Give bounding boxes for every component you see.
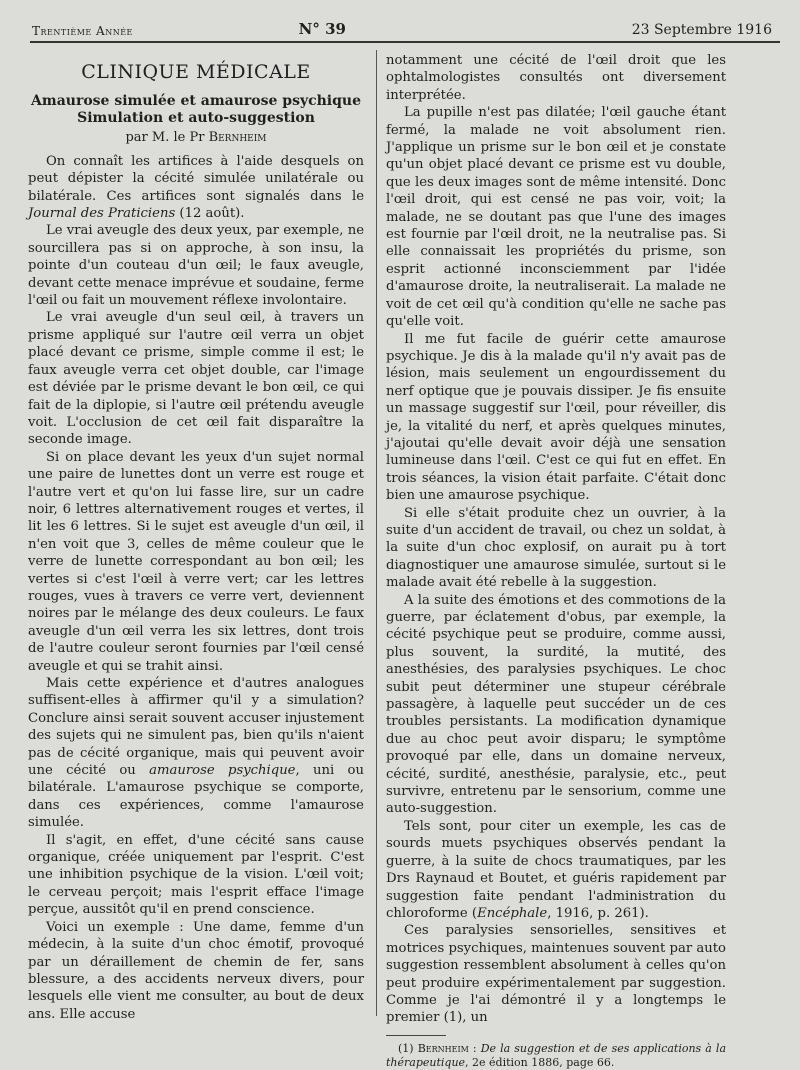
- running-header: [32, 12, 772, 38]
- right-column: [386, 52, 726, 1070]
- article-title: [28, 93, 364, 127]
- footnote: (1) Bernheim : De la suggestion et de ses applications à la thérapeutique, 2e édition 1886, page 66.: [386, 1041, 727, 1069]
- header-rule: [30, 41, 780, 43]
- section-title: CLINIQUE MÉDICALE: [81, 61, 311, 83]
- header-issue-number: N° 39: [298, 20, 346, 38]
- paragraph: Il me fut facile de guérir cette amaurose psychique. Je dis à la malade qu'il n'y avait pas de lésion, mais seulement un engourdissement du nerf optique que je pouvais dissiper. Je fis ensuite un massage suggestif sur l'œil, pour réveiller, dis je, la vitalité du nerf, et après quelques minutes, j'ajoutai qu'elle devait avoir déjà une sensation lumineuse dans l'œil. C'est ce qui fut en effet. En trois séances, la vision était parfaite. C'était donc bien une amaurose psychique.: [386, 331, 726, 504]
- paragraph: Il s'agit, en effet, d'une cécité sans cause organique, créée uniquement par l'esprit. C'est une inhibition psychique de la vision. L'œil voit; le cerveau perçoit; mais l'esprit efface l'image perçue, aussitôt qu'il en prend conscience.: [28, 832, 364, 918]
- column-divider: [376, 50, 377, 1016]
- article-title-line1: Amaurose simulée et amaurose psychique: [31, 93, 361, 110]
- paragraph: On connaît les artifices à l'aide desquels on peut dépister la cécité simulée unilatérale ou bilatérale. Ces artifices sont signalés dans le Journal des Praticiens (12 août).: [28, 153, 364, 222]
- header-date: 23 Septembre 1916: [631, 22, 772, 38]
- byline-prefix: par M. le Pr: [125, 130, 205, 146]
- paragraph: Mais cette expérience et d'autres analogues suffisent-elles à affirmer qu'il y a simulation? Conclure ainsi serait souvent accuser injustement des sujets qui ne simulent pas, bien qu'ils n'aient pas de cécité organique, mais qui peuvent avoir une cécité ou amaurose psychique, uni ou bilatérale. L'amaurose psychique se comporte, dans ces expériences, comme l'amaurose simulée.: [28, 676, 364, 831]
- paragraph: Ces paralysies sensorielles, sensitives et motrices psychiques, maintenues souvent par auto suggestion ressemblent absolument à celles qu'on peut produire expérimentalement par suggestion. Comme je l'ai démontré il y a longtemps le premier (1), un: [386, 923, 726, 1026]
- byline-author: Bernheim: [208, 130, 267, 146]
- left-column: [28, 52, 364, 1023]
- paragraph: Si on place devant les yeux d'un sujet normal une paire de lunettes dont un verre est rouge et l'autre vert et qu'on lui fasse lire, sur un cadre noir, 6 lettres alternativement rouges et vertes, il lit les 6 lettres. Si le sujet est aveugle d'un œil, il n'en voit que 3, celles de même couleur que le verre de lunette correspondant au bon œil; les vertes si c'est l'œil à verre vert; car les lettres rouges, vues à travers ce verre vert, deviennent noires par le mélange des deux couleurs. Le faux aveugle d'un œil verra les six lettres, dont trois de l'autre couleur seront fournies par l'œil censé aveugle et qui se trahit ainsi.: [28, 449, 364, 674]
- paragraph: Le vrai aveugle des deux yeux, par exemple, ne sourcillera pas si on approche, à son insu, la pointe d'un couteau d'un œil; le faux aveugle, devant cette menace imprévue et soudaine, ferme l'œil ou fait un mouvement réflexe involontaire.: [28, 223, 364, 309]
- paragraph: Si elle s'était produite chez un ouvrier, à la suite d'un accident de travail, ou chez un soldat, à la suite d'un choc explosif, on aurait pu à tort diagnostiquer une amaurose simulée, surtout si le malade avait été rebelle à la suggestion.: [386, 505, 726, 591]
- paragraph: notamment une cécité de l'œil droit que les ophtalmologistes consultés ont diversement interprétée.: [386, 53, 726, 103]
- footnote-rule: [386, 1035, 446, 1036]
- paragraph: Voici un exemple : Une dame, femme d'un médecin, à la suite d'un choc émotif, provoqué par un déraillement de chemin de fer, sans blessure, a des accidents nerveux divers, pour lesquels elle vient me consulter, au bout de deux ans. Elle accuse: [28, 919, 364, 1022]
- article-title-line2: Simulation et auto-suggestion: [77, 110, 315, 127]
- paragraph: La pupille n'est pas dilatée; l'œil gauche étant fermé, la malade ne voit absolument rien. J'applique un prisme sur le bon œil et je constate qu'un objet placé devant ce prisme est vu double, que les deux images sont de même intensité. Donc l'œil droit, qui est censé ne pas voir, voit; la malade, ne se doutant pas que l'une des images est fournie par l'œil droit, ne la neutralise pas. Si elle connaissait les propriétés du prisme, son esprit actionné inconsciemment par l'idée d'amaurose droite, la neutraliserait. La malade ne voit de cet œil qu'à condition qu'elle ne sache pas qu'elle voit.: [386, 105, 726, 330]
- header-volume: Trentième Année: [32, 24, 133, 38]
- paragraph: Tels sont, pour citer un exemple, les cas de sourds muets psychiques observés pendant la guerre, à la suite de chocs traumatiques, par les Drs Raynaud et Boutet, et guéris rapidement par suggestion faite pendant l'administration du chloroforme (Encéphale, 1916, p. 261).: [386, 818, 726, 921]
- byline: [28, 129, 364, 146]
- paragraph: A la suite des émotions et des commotions de la guerre, par éclatement d'obus, par exemple, la cécité psychique peut se produire, comme aussi, plus souvent, la surdité, la mutité, des anesthésies, des paralysies psychiques. Le choc subit peut déterminer une stupeur cérébrale passagère, à laquelle peut succéder un de ces troubles persistants. La modification dynamique due au choc peut avoir disparu; le symptôme provoqué par elle, dans un domaine nerveux, cécité, surdité, anesthésie, paralysie, etc., peut survivre, entretenu par le sensorium, comme une auto-suggestion.: [386, 592, 726, 817]
- paragraph: Le vrai aveugle d'un seul œil, à travers un prisme appliqué sur l'autre œil verra un objet placé devant ce prisme, simple comme il est; le faux aveugle verra cet objet double, car l'image est déviée par le prisme devant le bon œil, ce qui fait de la diplopie, si l'autre œil prétendu aveugle voit. L'occlusion de cet œil fait disparaître la seconde image.: [28, 310, 364, 448]
